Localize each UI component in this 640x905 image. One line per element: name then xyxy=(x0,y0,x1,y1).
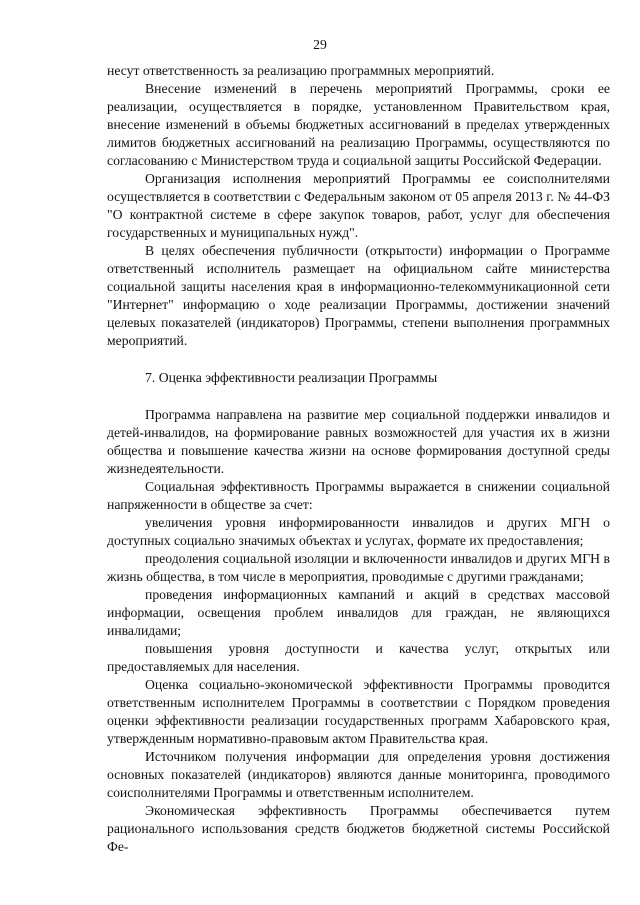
document-body xyxy=(107,62,610,856)
paragraph: Социальная эффективность Программы выражается в снижении социальной напряженности в обществе за счет: xyxy=(107,479,610,512)
paragraph: Источником получения информации для определения уровня достижения основных показателей (индикаторов) являются данные мониторинга, проводимого соисполнителями Программы и ответственным исполнителем. xyxy=(107,749,610,800)
paragraph: Программа направлена на развитие мер социальной поддержки инвалидов и детей-инвалидов, на формирование равных возможностей для участия их в жизни общества и повышение качества жизни на основе формирования доступной среды жизнедеятельности. xyxy=(107,407,610,476)
paragraph: Внесение изменений в перечень мероприятий Программы, сроки ее реализации, осуществляется в порядке, установленном Правительством края, внесение изменений в объемы бюджетных ассигнований в пределах утвержденных лимитов бюджетных ассигнований на реализацию Программы, осуществляются по согласованию с Министерством труда и социальной защиты Российской Федерации. xyxy=(107,81,610,168)
section-heading: 7. Оценка эффективности реализации Программы xyxy=(145,370,438,385)
list-item: повышения уровня доступности и качества услуг, открытых или предоставляемых для населения. xyxy=(107,641,610,674)
list-item: преодоления социальной изоляции и включенности инвалидов и других МГН в жизнь общества, в том числе в мероприятия, проводимые с другими гражданами; xyxy=(107,551,610,584)
page-number: 29 xyxy=(313,37,327,52)
paragraph: В целях обеспечения публичности (открытости) информации о Программе ответственный исполнитель размещает на официальном сайте министерства социальной защиты населения края в информационно-телекоммуникационной сети "Интернет" информацию о ходе реализации Программы, достижении значений целевых показателей (индикаторов) Программы, степени выполнения программных мероприятий. xyxy=(107,243,610,348)
paragraph: Экономическая эффективность Программы обеспечивается путем рационального использования средств бюджетов бюджетной системы Российской Фе- xyxy=(107,803,610,854)
paragraph: Организация исполнения мероприятий Программы ее соисполнителями осуществляется в соответствии с Федеральным законом от 05 апреля 2013 г. № 44-ФЗ "О контрактной системе в сфере закупок товаров, работ, услуг для обеспечения государственных и муниципальных нужд". xyxy=(107,171,610,240)
list-item: увеличения уровня информированности инвалидов и других МГН о доступных социально значимых объектах и услугах, формате их предоставления; xyxy=(107,515,610,548)
paragraph: несут ответственность за реализацию программных мероприятий. xyxy=(107,63,495,78)
list-item: проведения информационных кампаний и акций в средствах массовой информации, освещения проблем инвалидов для граждан, не являющихся инвалидами; xyxy=(107,587,610,638)
paragraph: Оценка социально-экономической эффективности Программы проводится ответственным исполнителем Программы в соответствии с Порядком проведения оценки эффективности реализации государственных программ Хабаровского края, утвержденным нормативно-правовым актом Правительства края. xyxy=(107,677,610,746)
